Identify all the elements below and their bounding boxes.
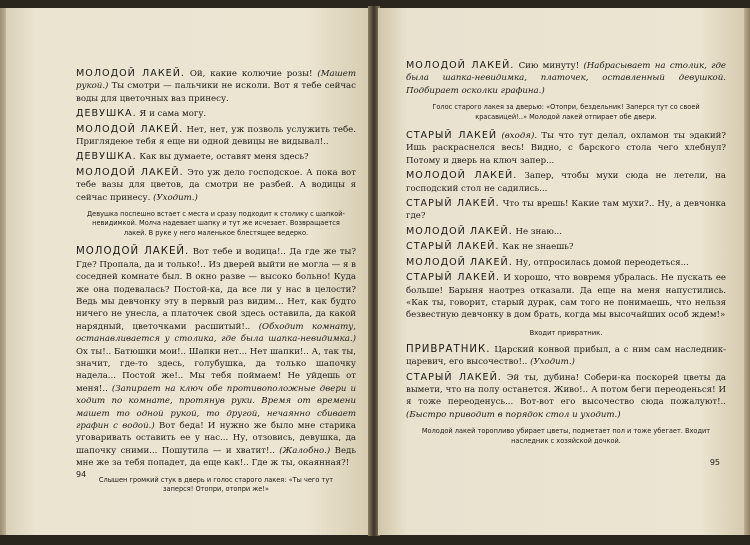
speech-text: Запер, чтобы мухи сюда не летели, на господский стол не садились... xyxy=(406,171,726,194)
stage-note: Молодой лакей торопливо убирает цветы, подметает пол и тоже убегает. Входит наследник с хозяйской дочкой. xyxy=(421,427,711,445)
speaker-name: СТАРЫЙ ЛАКЕЙ. xyxy=(406,198,500,210)
speaker-name: ДЕВУШКА. xyxy=(76,108,137,120)
page-number: 95 xyxy=(709,458,720,467)
left-page-text xyxy=(76,68,356,204)
paragraph xyxy=(406,198,726,223)
speech-text: Сию минуту! xyxy=(514,61,584,71)
speaker-name: МОЛОДОЙ ЛАКЕЙ. xyxy=(406,225,513,237)
left-page-long-speech xyxy=(76,246,356,469)
paragraph xyxy=(76,151,356,163)
paragraph xyxy=(406,60,726,97)
paragraph xyxy=(406,372,726,422)
stage-direction: (Машет рукой.) xyxy=(76,69,356,92)
speech-text: Как вы думаете, оставят меня здесь? xyxy=(136,152,309,163)
speech-text: Вот тебе и водица!.. Да где же ты? Где? Пропала, да и только!.. Из дверей выйти не могла — я в соседней комнате был. В окно разве — высоко больно! Куда же она подевалась? Постой-ка, да все ли у нас в целости? Ведь мы девчонку эту в первый раз видим... Нет, как будто ничего не унесла, а платочек свой здесь оставила, да какой нарядный, цветочками расшитый!.. xyxy=(76,247,356,332)
stage-entrance: Входит привратник. xyxy=(529,328,603,337)
stage-note: Слышен громкий стук в дверь и голос старого лакея: «Ты чего тут заперся! Отопри, отопри же!» xyxy=(98,475,334,493)
paragraph xyxy=(406,226,726,238)
speech-text: Ты что тут делал, охламон ты эдакий? Ишь раскраснелся весь! Видно, с барского стола чего хлебнул? Потому и дверь на ключ запер... xyxy=(406,131,726,166)
paragraph xyxy=(406,344,726,369)
speech-text: Ой, какие колючие розы! xyxy=(184,69,318,79)
left-page xyxy=(6,8,370,535)
paragraph xyxy=(76,124,356,149)
stage-direction: (Уходит.) xyxy=(153,192,198,203)
paragraph xyxy=(406,272,726,322)
speech-text: Ну, отпросилась домой переодеться... xyxy=(512,257,689,268)
stage-direction: (входя). xyxy=(497,131,538,142)
speech-text: Эй ты, дубина! Собери-ка поскорей цветы да вымети, что на полу останется. Живо!.. А потом беги переоденься! И я тоже переоденусь... Вот-вот его высочество сюда пожалуют!.. xyxy=(406,372,726,408)
speech-text: Ты смотри — пальчики не исколи. Вот я тебе сейчас воды для цветочных ваз принесу. xyxy=(76,81,356,104)
speaker-name: МОЛОДОЙ ЛАКЕЙ. xyxy=(406,256,513,268)
stage-direction: (Обходит комнату, останавливается у столика, где была шапка-невидимка.) xyxy=(76,321,356,345)
paragraph xyxy=(406,241,726,253)
right-page-dialogue xyxy=(406,130,726,322)
speech-text: Вот беда! И нужно же было мне старика уговаривать оставить ее у нас... Ну, отзовись, девушка, да шапочку сними... Пошутила — и хватит!.. xyxy=(76,420,356,456)
stage-direction: (Запирает на ключ обе противоположные двери и ходит по комнате, протянув руки. Время от времени машет то одной рукой, то другой, нечаянно сбивает графин с водой.) xyxy=(76,383,356,431)
paragraph xyxy=(76,68,356,105)
speaker-name: ПРИВРАТНИК. xyxy=(406,343,491,355)
speaker-name: СТАРЫЙ ЛАКЕЙ xyxy=(406,130,498,142)
speaker-name: МОЛОДОЙ ЛАКЕЙ. xyxy=(76,68,185,79)
right-page-dialogue-2 xyxy=(406,344,726,421)
speech-text: Ох ты!.. Батюшки мои!.. Шапки нет... Нет шапки!.. А, так ты, значит, где-то здесь, голубушка, да только шапочку надела... Постой же!.. Мы тебя поймаем! Не уйдешь от меня!.. xyxy=(76,346,356,394)
speech-text: Ведь мне же за тебя попадет, да еще как!.. Где ж ты, окаянная?! xyxy=(76,445,356,469)
paragraph xyxy=(76,246,356,469)
speech-text: Что ты врешь! Какие там мухи?.. Ну, а девчонка где? xyxy=(406,199,727,222)
paragraph xyxy=(406,257,726,269)
speech-text: Нет, нет, уж позволь услужить тебе. Приглядеюе тебя я еще ни одной девицы не видывал!.. xyxy=(76,124,356,148)
stage-note: Девушка поспешно встает с места и сразу подходит к столику с шапкой-невидимкой. Молча надевает шапку и тут же исчезает. Возвращается лакей. В руке у него маленькое блестящее ведерко. xyxy=(87,210,345,237)
speaker-name: МОЛОДОЙ ЛАКЕЙ. xyxy=(76,123,184,135)
speaker-name: СТАРЫЙ ЛАКЕЙ. xyxy=(406,272,501,284)
speaker-name: СТАРЫЙ ЛАКЕЙ. xyxy=(406,241,500,253)
paragraph xyxy=(76,108,356,120)
speaker-name: МОЛОДОЙ ЛАКЕЙ. xyxy=(406,170,518,182)
stage-note: Голос старого лакея за дверью: «Отопри, бездельник! Заперся тут со своей красавицей!..» Молодой лакей отпирает обе двери. xyxy=(432,103,700,121)
speaker-name: МОЛОДОЙ ЛАКЕЙ. xyxy=(76,246,190,258)
speech-text: Не знаю... xyxy=(512,226,563,237)
speech-text: Я и сама могу. xyxy=(136,109,207,120)
speaker-name: МОЛОДОЙ ЛАКЕЙ. xyxy=(406,60,515,71)
stage-direction: (Уходит.) xyxy=(530,357,575,368)
speaker-name: СТАРЫЙ ЛАКЕЙ. xyxy=(406,371,502,383)
speech-text: Это уж дело господское. А пока вот тебе вазы для цветов, да смотри не разбей. А водицы я сейчас принесу. xyxy=(76,167,356,203)
stage-direction: (Жалобно.) xyxy=(279,445,331,456)
paragraph xyxy=(406,170,726,195)
right-page-text xyxy=(406,60,726,97)
paragraph xyxy=(406,130,726,167)
speech-text: И хорошо, что вовремя убралась. Не пускать ее больше! Барыня наотрез отказали. Да еще на меня напустились. «Как ты, говорит, старый дурак, сам того не понимаешь, что нельзя безвестную девчонку в дом брать, когда мы высочайших особ ждем!» xyxy=(406,273,726,321)
speech-text: Как не знаешь? xyxy=(499,242,574,253)
right-page xyxy=(378,8,744,535)
stage-direction: (Набрасывает на столик, где была шапка-невидимка, платочек, оставленный девушкой. Подбирает осколки графина.) xyxy=(406,61,726,96)
paragraph xyxy=(76,167,356,204)
page-number: 94 xyxy=(76,470,87,479)
speaker-name: ДЕВУШКА. xyxy=(76,151,137,163)
speaker-name: МОЛОДОЙ ЛАКЕЙ. xyxy=(76,166,184,178)
stage-direction: (Быстро приводит в порядок стол и уходит.) xyxy=(406,409,621,420)
speech-text: Царский конвой прибыл, а с ним сам наследник-царевич, его высочество!.. xyxy=(406,344,726,368)
